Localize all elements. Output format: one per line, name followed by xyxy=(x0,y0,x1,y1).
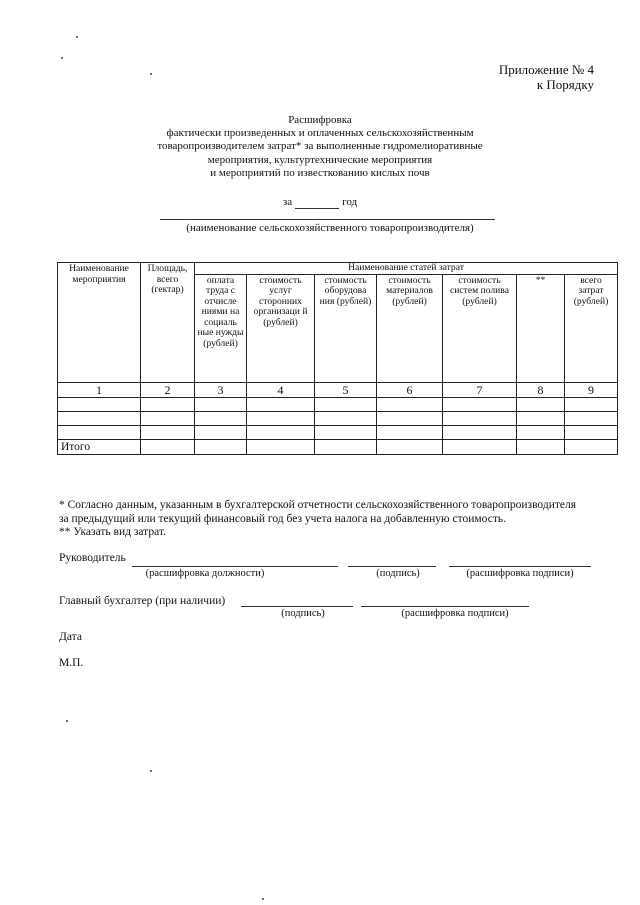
document-title xyxy=(120,114,520,180)
accountant-label: Главный бухгалтер (при наличии) xyxy=(59,595,226,607)
table-cell[interactable] xyxy=(58,397,141,411)
producer-name-line[interactable] xyxy=(160,219,495,220)
table-cell[interactable] xyxy=(377,397,443,411)
table-cell[interactable] xyxy=(377,425,443,439)
title-line-1: Расшифровка xyxy=(288,114,352,126)
column-number: 6 xyxy=(377,382,443,397)
table-cell[interactable] xyxy=(517,397,565,411)
table-cell[interactable] xyxy=(443,397,517,411)
table-cell[interactable] xyxy=(443,411,517,425)
column-numbers-row xyxy=(58,382,618,397)
head-caption-decode: (расшифровка подписи) xyxy=(466,568,574,579)
table-header-row-1 xyxy=(58,263,618,275)
total-label: Итого xyxy=(58,439,141,454)
header-cost-items-group: Наименование статей затрат xyxy=(195,263,618,275)
total-cell[interactable] xyxy=(517,439,565,454)
header-area: Площадь, всего (гектар) xyxy=(141,263,195,383)
column-number: 2 xyxy=(141,382,195,397)
header-equipment-cost: стоимость оборудова ния (рублей) xyxy=(315,274,377,382)
costs-table xyxy=(57,262,618,455)
date-label: Дата xyxy=(59,631,82,643)
period-year-blank[interactable] xyxy=(295,196,339,209)
scan-speck xyxy=(150,770,152,772)
header-labor-cost: оплата труда с отчисле ниями на социаль ные нужды (рублей) xyxy=(195,274,247,382)
header-activity-name: Наименование мероприятия xyxy=(58,263,141,383)
table-cell[interactable] xyxy=(315,425,377,439)
table-cell[interactable] xyxy=(517,411,565,425)
seal-label: М.П. xyxy=(59,657,84,669)
footnote-2: ** Указать вид затрат. xyxy=(59,526,166,538)
table-cell[interactable] xyxy=(565,411,618,425)
table-cell[interactable] xyxy=(565,397,618,411)
total-cell[interactable] xyxy=(565,439,618,454)
scan-speck xyxy=(61,57,63,59)
accountant-signature-line[interactable] xyxy=(241,606,353,607)
head-label: Руководитель xyxy=(59,552,126,564)
accountant-caption-signature: (подпись) xyxy=(281,608,325,619)
header-total-cost: всего затрат (рублей) xyxy=(565,274,618,382)
table-cell[interactable] xyxy=(195,411,247,425)
table-row xyxy=(58,411,618,425)
accountant-decode-line[interactable] xyxy=(361,606,529,607)
appendix-number: Приложение № 4 xyxy=(498,62,594,77)
appendix-header xyxy=(499,62,594,92)
head-decode-line[interactable] xyxy=(449,566,591,567)
table-cell[interactable] xyxy=(141,425,195,439)
table-cell[interactable] xyxy=(195,425,247,439)
head-position-line[interactable] xyxy=(132,566,338,567)
total-cell[interactable] xyxy=(377,439,443,454)
total-row xyxy=(58,439,618,454)
table-cell[interactable] xyxy=(141,411,195,425)
header-services-cost: стоимость услуг сторонних организаци й (рублей) xyxy=(247,274,315,382)
period-prefix: за xyxy=(282,196,293,208)
head-caption-signature: (подпись) xyxy=(376,568,420,579)
column-number: 9 xyxy=(565,382,618,397)
total-cell[interactable] xyxy=(443,439,517,454)
footnotes xyxy=(59,499,619,540)
header-other-cost: ** xyxy=(517,274,565,382)
scan-speck xyxy=(150,73,152,75)
table-cell[interactable] xyxy=(247,397,315,411)
column-number: 4 xyxy=(247,382,315,397)
total-cell[interactable] xyxy=(247,439,315,454)
scan-speck xyxy=(66,720,68,722)
total-cell[interactable] xyxy=(141,439,195,454)
header-materials-cost: стоимость материалов (рублей) xyxy=(377,274,443,382)
table-cell[interactable] xyxy=(315,411,377,425)
column-number: 1 xyxy=(58,382,141,397)
table-cell[interactable] xyxy=(247,411,315,425)
title-line-3: товаропроизводителем затрат* за выполненные гидромелиоративные xyxy=(157,140,483,153)
total-cell[interactable] xyxy=(195,439,247,454)
header-irrigation-cost: стоимость систем полива (рублей) xyxy=(443,274,517,382)
column-number: 3 xyxy=(195,382,247,397)
table-cell[interactable] xyxy=(195,397,247,411)
table-cell[interactable] xyxy=(443,425,517,439)
column-number: 7 xyxy=(443,382,517,397)
table-cell[interactable] xyxy=(377,411,443,425)
table-cell[interactable] xyxy=(58,411,141,425)
period-suffix: год xyxy=(342,196,358,208)
table-cell[interactable] xyxy=(565,425,618,439)
title-line-4: мероприятия, культуртехнические мероприятия xyxy=(207,153,433,166)
table-cell[interactable] xyxy=(58,425,141,439)
scan-speck xyxy=(76,36,78,38)
head-caption-position: (расшифровка должности) xyxy=(145,568,265,579)
accountant-caption-decode: (расшифровка подписи) xyxy=(401,608,509,619)
period-line xyxy=(120,196,520,209)
table-row xyxy=(58,425,618,439)
table-row xyxy=(58,397,618,411)
producer-caption: (наименование сельскохозяйственного товаропроизводителя) xyxy=(186,222,474,234)
scan-speck xyxy=(262,898,264,900)
column-number: 8 xyxy=(517,382,565,397)
appendix-reference: к Порядку xyxy=(536,77,594,92)
table-cell[interactable] xyxy=(247,425,315,439)
title-line-2: фактически произведенных и оплаченных сельскохозяйственным xyxy=(166,127,474,140)
column-number: 5 xyxy=(315,382,377,397)
footnote-1-line-2: за предыдущий или текущий финансовый год без учета налога на добавленную стоимость. xyxy=(59,512,506,525)
total-cell[interactable] xyxy=(315,439,377,454)
footnote-1-line-1: * Согласно данным, указанным в бухгалтерской отчетности сельскохозяйственного товаропроизводителя xyxy=(59,499,577,511)
head-signature-line[interactable] xyxy=(348,566,436,567)
table-cell[interactable] xyxy=(517,425,565,439)
title-line-5: и мероприятий по известкованию кислых почв xyxy=(210,166,430,179)
table-cell[interactable] xyxy=(141,397,195,411)
table-cell[interactable] xyxy=(315,397,377,411)
